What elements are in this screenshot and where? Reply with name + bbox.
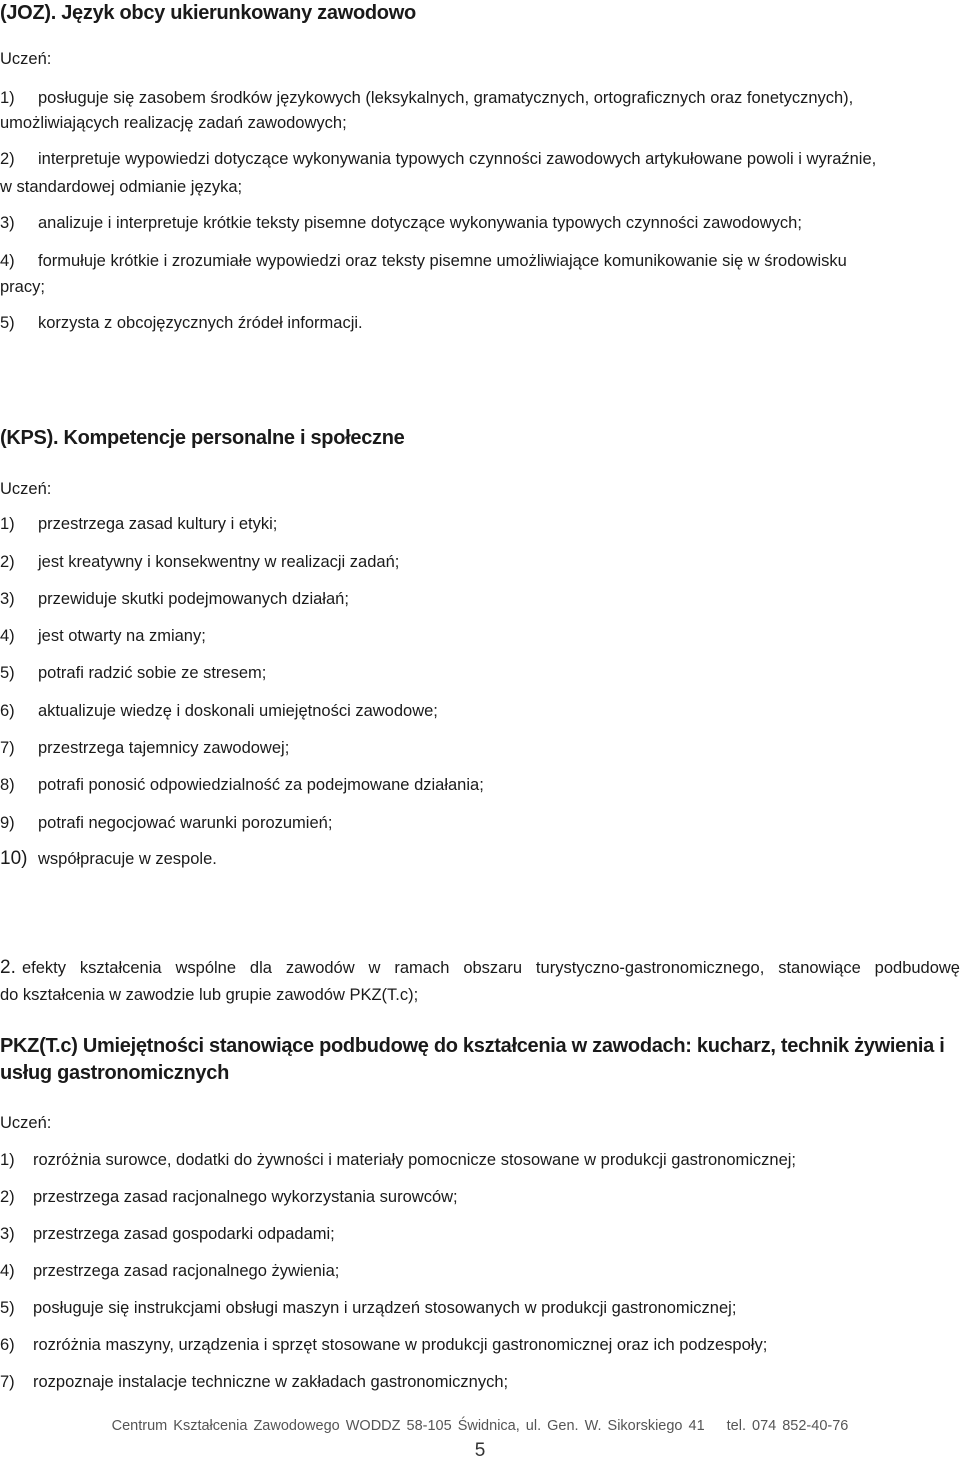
- kps-item-1: [0, 511, 960, 537]
- pkz-heading-line-1: PKZ(T.c) Umiejętności stanowiące podbudowę do kształcenia w zawodach: kucharz, technik żywienia i: [0, 1035, 945, 1057]
- item-text: przestrzega zasad kultury i etyki;: [38, 515, 278, 533]
- item-text: formułuje krótkie i zrozumiałe wypowiedzi oraz teksty pisemne umożliwiające komunikowanie się w środowisku: [38, 252, 847, 270]
- item-number: 4): [0, 1262, 15, 1280]
- item-number: 5): [0, 314, 15, 332]
- item-text: posługuje się instrukcjami obsługi maszyn i urządzeń stosowanych w produkcji gastronomicznej;: [33, 1299, 737, 1317]
- kps-student-label: Uczeń:: [0, 480, 52, 498]
- joz-item-2-cont: w standardowej odmianie języka;: [0, 178, 243, 196]
- pkz-heading-line-2: usług gastronomicznych: [0, 1062, 229, 1084]
- joz-item-1: [0, 85, 960, 111]
- joz-item-1-cont: umożliwiających realizację zadań zawodowych;: [0, 114, 347, 132]
- item-text: aktualizuje wiedzę i doskonali umiejętności zawodowe;: [38, 702, 438, 720]
- pkz-item-7: [0, 1369, 960, 1395]
- item-text: jest otwarty na zmiany;: [38, 627, 206, 645]
- item-text: potrafi negocjować warunki porozumień;: [38, 814, 333, 832]
- section-2-line-2: do kształcenia w zawodzie lub grupie zawodów PKZ(T.c);: [0, 986, 419, 1004]
- pkz-item-5: [0, 1295, 960, 1321]
- item-number: 5): [0, 664, 15, 682]
- item-text: przewiduje skutki podejmowanych działań;: [38, 590, 349, 608]
- pkz-item-6: [0, 1332, 960, 1358]
- item-text: posługuje się zasobem środków językowych (leksykalnych, gramatycznych, ortograficznych oraz fonetycznych),: [38, 89, 854, 107]
- item-number: 1): [0, 89, 15, 107]
- footer-address: Centrum Kształcenia Zawodowego WODDZ 58-105 Świdnica, ul. Gen. W. Sikorskiego 41: [111, 1418, 705, 1434]
- kps-item-9: [0, 810, 960, 836]
- item-text: przestrzega zasad gospodarki odpadami;: [33, 1225, 335, 1243]
- item-number: 1): [0, 1151, 15, 1169]
- kps-item-6: [0, 698, 960, 724]
- pkz-item-2: [0, 1184, 960, 1210]
- pkz-item-4: [0, 1258, 960, 1284]
- item-text: jest kreatywny i konsekwentny w realizacji zadań;: [38, 553, 400, 571]
- item-text: przestrzega zasad racjonalnego wykorzystania surowców;: [33, 1188, 458, 1206]
- joz-item-4-cont: pracy;: [0, 278, 45, 296]
- kps-item-10: [0, 846, 960, 872]
- item-number: 4): [0, 627, 15, 645]
- kps-item-7: [0, 735, 960, 761]
- kps-item-2: [0, 549, 960, 575]
- joz-item-2: [0, 146, 960, 172]
- pkz-item-3: [0, 1221, 960, 1247]
- kps-item-5: [0, 660, 960, 686]
- item-number: 2): [0, 150, 15, 168]
- item-number: 7): [0, 1373, 15, 1391]
- joz-item-3: [0, 210, 960, 236]
- item-number: 8): [0, 776, 15, 794]
- item-number: 5): [0, 1299, 15, 1317]
- item-number: 3): [0, 590, 15, 608]
- item-text: współpracuje w zespole.: [38, 850, 217, 868]
- page-number: 5: [474, 1440, 486, 1461]
- kps-item-3: [0, 586, 960, 612]
- item-text: potrafi radzić sobie ze stresem;: [38, 664, 267, 682]
- item-number: 6): [0, 702, 15, 720]
- item-number: 9): [0, 814, 15, 832]
- joz-item-4: [0, 248, 960, 274]
- item-number: 3): [0, 1225, 15, 1243]
- item-text: potrafi ponosić odpowiedzialność za podejmowane działania;: [38, 776, 484, 794]
- item-number: 3): [0, 214, 15, 232]
- item-number: 6): [0, 1336, 15, 1354]
- pkz-item-1: [0, 1147, 960, 1173]
- item-number: 2): [0, 553, 15, 571]
- item-number: 2): [0, 1188, 15, 1206]
- item-number: 10): [0, 848, 28, 869]
- item-text: przestrzega zasad racjonalnego żywienia;: [33, 1262, 340, 1280]
- item-number: 4): [0, 252, 15, 270]
- footer-phone: tel. 074 852-40-76: [726, 1418, 849, 1434]
- item-text: interpretuje wypowiedzi dotyczące wykonywania typowych czynności zawodowych artykułowane powoli i wyraźnie,: [38, 150, 877, 168]
- pkz-student-label: Uczeń:: [0, 1114, 52, 1132]
- item-text: rozróżnia surowce, dodatki do żywności i materiały pomocnicze stosowane w produkcji gastronomicznej;: [33, 1151, 797, 1169]
- kps-heading: (KPS). Kompetencje personalne i społeczne: [0, 427, 405, 449]
- kps-item-8: [0, 772, 960, 798]
- item-number: 1): [0, 515, 15, 533]
- kps-item-4: [0, 623, 960, 649]
- section-2-text: efekty kształcenia wspólne dla zawodów w ramach obszaru turystyczno-gastronomicznego, stanowiące podbudowę: [22, 959, 960, 977]
- item-text: przestrzega tajemnicy zawodowej;: [38, 739, 290, 757]
- item-text: rozróżnia maszyny, urządzenia i sprzęt stosowane w produkcji gastronomicznej oraz ich podzespoły;: [33, 1336, 768, 1354]
- joz-item-5: [0, 310, 960, 336]
- section-number: 2.: [0, 957, 16, 978]
- item-text: rozpoznaje instalacje techniczne w zakładach gastronomicznych;: [33, 1373, 509, 1391]
- item-text: analizuje i interpretuje krótkie teksty pisemne dotyczące wykonywania typowych czynności zawodowych;: [38, 214, 802, 232]
- page-footer: [0, 1418, 960, 1434]
- item-text: korzysta z obcojęzycznych źródeł informacji.: [38, 314, 363, 332]
- joz-heading: (JOZ). Język obcy ukierunkowany zawodowo: [0, 2, 416, 24]
- item-number: 7): [0, 739, 15, 757]
- joz-student-label: Uczeń:: [0, 50, 52, 68]
